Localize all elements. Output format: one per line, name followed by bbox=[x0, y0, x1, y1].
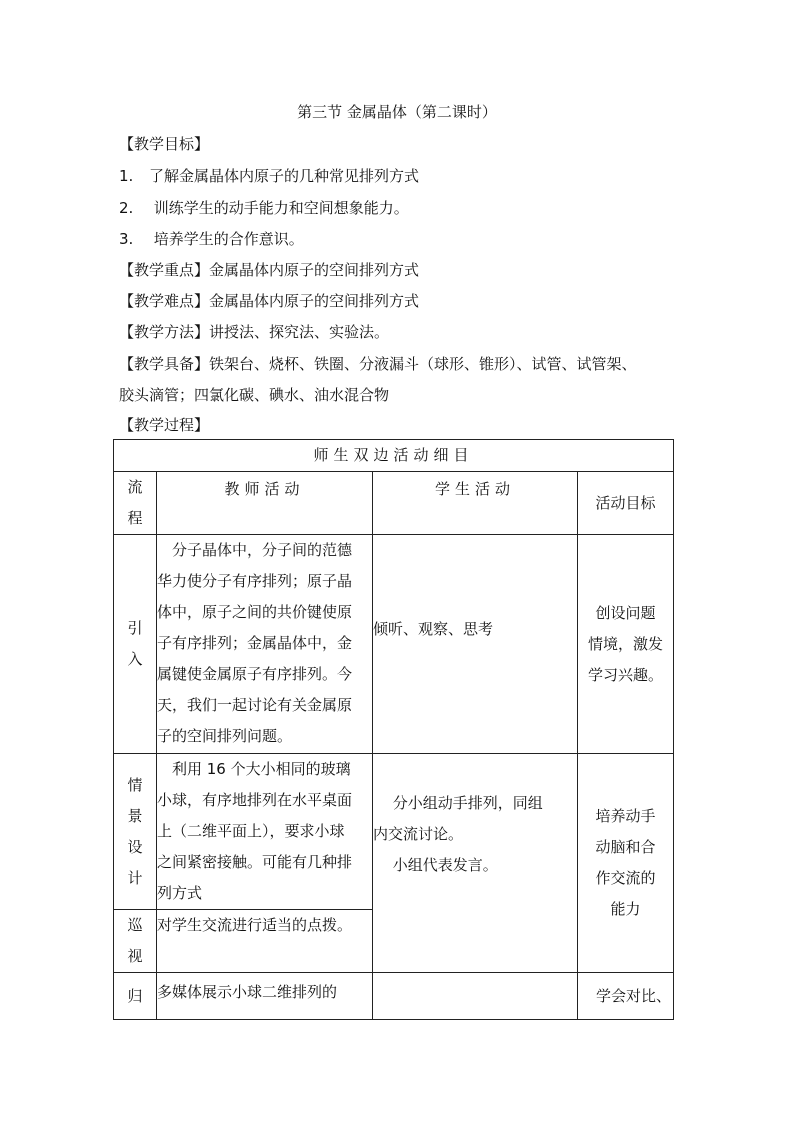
header-goal: 活动目标 bbox=[578, 472, 674, 535]
flow-scenario: 情 景 设 计 bbox=[114, 754, 157, 910]
objective-text: 训练学生的动手能力和空间想象能力。 bbox=[149, 199, 409, 217]
student-activity-intro: 倾听、观察、思考 bbox=[373, 535, 578, 754]
goal-summary: 学会对比、 bbox=[578, 973, 674, 1020]
objective-item bbox=[119, 228, 304, 249]
teacher-activity-intro: 分子晶体中，分子间的范德 华力使分子有序排列；原子晶 体中，原子之间的共价键使原 子有序排列；金属晶体中，金 属键使金属原子有序排列。今 天，我们一起讨论有关金属原 子的空间排列问题。 bbox=[157, 535, 373, 754]
goal-intro: 创设问题 情境，激发 学习兴趣。 bbox=[578, 535, 674, 754]
flow-patrol: 巡 视 bbox=[114, 910, 157, 973]
objective-item bbox=[119, 165, 419, 186]
header-teacher: 教师活动 bbox=[157, 472, 373, 535]
materials-line-1: 【教学具备】铁架台、烧杯、铁圈、分液漏斗（球形、锥形）、试管、试管架、 bbox=[119, 355, 637, 373]
materials-line-2: 胶头滴管；四氯化碳、碘水、油水混合物 bbox=[119, 386, 390, 404]
difficulty: 【教学难点】金属晶体内原子的空间排列方式 bbox=[119, 292, 420, 310]
goal-scenario: 培养动手 动脑和合 作交流的 能力 bbox=[578, 754, 674, 973]
objective-item bbox=[119, 197, 409, 218]
key-point: 【教学重点】金属晶体内原子的空间排列方式 bbox=[119, 261, 420, 279]
student-activity-scenario: 分小组动手排列，同组 内交流讨论。 小组代表发言。 bbox=[373, 754, 578, 973]
activity-table bbox=[113, 439, 674, 1020]
student-activity-summary bbox=[373, 973, 578, 1020]
teacher-activity-scenario: 利用 16 个大小相同的玻璃 小球，有序地排列在水平桌面 上（二维平面上），要求小球 之间紧密接触。可能有几种排 列方式 bbox=[157, 754, 373, 910]
flow-intro: 引 入 bbox=[114, 535, 157, 754]
teacher-activity-patrol: 对学生交流进行适当的点拨。 bbox=[157, 910, 373, 973]
header-student: 学生活动 bbox=[373, 472, 578, 535]
process-heading: 【教学过程】 bbox=[119, 416, 210, 434]
objective-number: 1. bbox=[119, 167, 134, 185]
header-flow: 流 程 bbox=[114, 472, 157, 535]
objectives-heading: 【教学目标】 bbox=[119, 135, 210, 153]
objective-text: 了解金属晶体内原子的几种常见排列方式 bbox=[149, 167, 420, 185]
page-title: 第三节 金属晶体（第二课时） bbox=[297, 103, 497, 121]
flow-summary: 归 bbox=[114, 973, 157, 1020]
objective-text: 培养学生的合作意识。 bbox=[149, 230, 304, 248]
objective-number: 2. bbox=[119, 199, 134, 217]
objective-number: 3. bbox=[119, 230, 134, 248]
teaching-methods: 【教学方法】讲授法、探究法、实验法。 bbox=[119, 323, 390, 341]
teacher-activity-summary: 多媒体展示小球二维排列的 bbox=[157, 973, 373, 1020]
table-caption: 师生双边活动细目 bbox=[114, 440, 674, 472]
